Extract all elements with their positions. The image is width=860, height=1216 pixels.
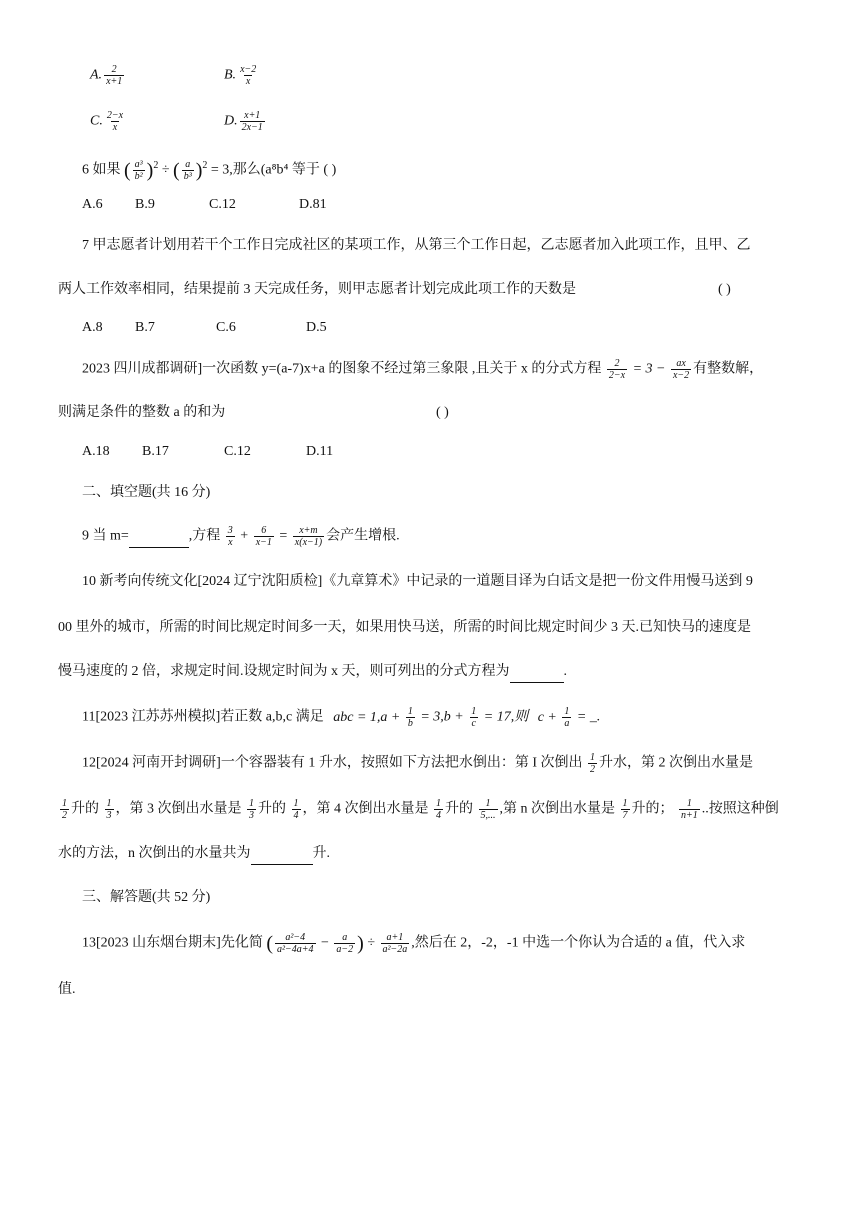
fraction: $\frac{1}{n+1}$ [681,798,698,821]
fraction: $\frac{x+m}{x(x-1)}$ [294,525,323,548]
option-b: B.17 [142,444,169,459]
q7-answer-paren: ( ) [718,282,731,297]
q10-line3: 慢马速度的 2 倍，求规定时间.设规定时间为 x 天，则可列出的分式方程为 . [58,662,567,683]
fraction: $\frac{2-x}{x}$ [106,110,124,133]
fraction: $\frac{1}{7}$ [622,798,628,821]
q11: 11[2023 江苏苏州模拟]若正数 a,b,c 满足 abc = 1,a + $\frac{1}{b}$ = 3,b + $\frac{1}{c}$ = 17,则 c + $\frac{1}{a}$ = _. [82,706,601,729]
option-b: B.9 [135,197,155,212]
option-a: A.8 [82,320,103,335]
q10-line2: 00 里外的城市，所需的时间比规定时间多一天，如果用快马送，所需的时间比规定时间少 3 天.已知快马的速度是 [58,620,751,635]
fraction: $\frac{1}{2}$ [62,798,67,821]
answer-blank [129,527,189,548]
q12-line1: 12[2024 河南开封调研]一个容器装有 1 升水，按照如下方法把水倒出：第 I 次倒出 $\frac{1}{2}$ 升水，第 2 次倒出水量是 [82,752,753,775]
section-heading-solve: 三、解答题(共 52 分) [82,890,211,905]
fraction: $\frac{1}{c}$ [471,706,477,729]
fraction: $\frac{a}{\text{b³}}$ [183,158,192,182]
q12-line2: $\frac{1}{2}$ 升的 $\frac{1}{3}$ ，第 3 次倒出水量是 $\frac{1}{3}$ 升的 $\frac{1}{4}$ ，第 4 次倒出水量是 $\frac{1}{4}$ 升的 $\frac{1}{5,...}$ ,第 n 次倒出水量是 $\frac{1}{7}$ 升的； $\frac{1}{n+1}$ ..按照这种倒 [62,798,779,821]
q5-option-c [90,110,127,133]
option-label: D. [224,113,238,129]
fraction: $\frac{1}{a}$ [564,706,570,729]
option-d: D.11 [306,444,334,459]
fraction: $\frac{3}{x}$ [227,525,233,548]
q6-stem: 6 如果 ( $\frac{\text{a³}}{\text{b²}}$ )$^2$ ÷ ( $\frac{a}{\text{b³}}$ )$^2$ = 3,那么(a⁸b⁴ 等于 ( ) [82,158,337,182]
fraction: $\frac{1}{4}$ [293,798,299,821]
option-c: C.6 [216,320,236,335]
q10-line1: 10 新考向传统文化[2024 辽宁沈阳质检]《九章算术》中记录的一道题目译为白话文是把一份文件用慢马送到 9 [82,574,753,589]
fraction: $\frac{ax}{x-2}$ [672,358,690,381]
fraction: $\frac{1}{2}$ [590,752,595,775]
option-a: A.18 [82,444,110,459]
fraction: $\frac{1}{3}$ [106,798,112,821]
fraction: $\frac{6}{x-1}$ [255,525,272,548]
option-a: A.6 [82,197,103,212]
option-label: A. [90,67,103,83]
q5-option-b [224,64,260,87]
answer-blank [251,844,313,865]
fraction: $\frac{a}{a-2}$ [336,932,354,955]
option-label: B. [224,67,237,83]
option-d: D.5 [306,320,327,335]
fraction: $\frac{1}{3}$ [249,798,254,821]
fraction: $\frac{1}{5,...}$ [480,798,496,821]
fraction: $\frac{a+1}{\text{a²−2a}}$ [382,932,408,955]
option-c: C.12 [209,197,236,212]
q8-answer-paren: ( ) [436,405,449,420]
fraction: $\frac{x+1}{2x-1}$ [241,110,263,133]
fraction: $\frac{\text{a³}}{\text{b²}}$ [134,158,143,182]
fraction: $\frac{2}{2-x}$ [608,358,626,381]
q5-option-a [90,64,126,87]
fraction: $\frac{2}{x+1}$ [106,64,123,87]
q13-line2: 值. [58,982,76,997]
q5-option-d [224,110,267,133]
fraction: $\frac{x-2}{x}$ [240,64,257,87]
fraction: $\frac{1}{4}$ [436,798,441,821]
fraction: $\frac{1}{b}$ [407,706,413,729]
q12-line3: 水的方法，n 次倒出的水量共为 升. [58,844,330,865]
option-b: B.7 [135,320,155,335]
q8-line2: 则满足条件的整数 a 的和为 [58,405,226,420]
q13-line1: 13[2023 山东烟台期末]先化简 ( $\frac{\text{a²−4}}{\text{a²−4a+4}}$ − $\frac{a}{a-2}$ ) ÷ $\frac{a+1}{\text{a²−2a}}$ ,然后在 2，-2，-1 中选一个你认为合适的 a 值，代入求 [82,932,746,955]
q8-line1: 2023 四川成都调研]一次函数 y=(a-7)x+a 的图象不经过第三象限 ,且关于 x 的分式方程 $\frac{2}{2-x}$ = 3 − $\frac{ax}{x-2}$ 有整数解， [82,358,764,381]
q7-line1: 7 甲志愿者计划用若干个工作日完成社区的某项工作，从第三个工作日起，乙志愿者加入此项工作，且甲、乙 [82,238,751,253]
fraction: $\frac{\text{a²−4}}{\text{a²−4a+4}}$ [277,932,314,955]
option-d: D.81 [299,197,327,212]
q9: 9 当 m= ,方程 $\frac{3}{x}$ + $\frac{6}{x-1}$ = $\frac{x+m}{x(x-1)}$ 会产生增根. [82,525,400,548]
option-c: C.12 [224,444,251,459]
section-heading-fill-in: 二、填空题(共 16 分) [82,485,211,500]
q7-line2: 两人工作效率相同，结果提前 3 天完成任务，则甲志愿者计划完成此项工作的天数是 [58,282,576,297]
option-label: C. [90,113,103,129]
answer-blank [510,662,564,683]
